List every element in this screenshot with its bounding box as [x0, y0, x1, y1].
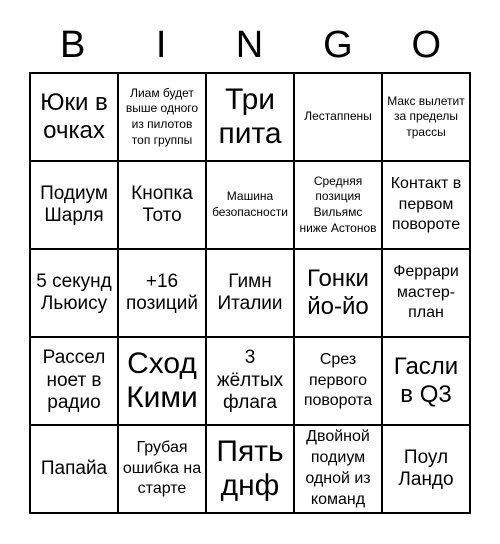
bingo-cell-o1[interactable]: Макс вылетит за пределы трассы [382, 73, 470, 161]
bingo-cell-g1[interactable]: Лестаппены [294, 73, 382, 161]
bingo-cell-n3[interactable]: Гимн Италии [206, 249, 294, 337]
bingo-cell-i5[interactable]: Грубая ошибка на старте [118, 425, 206, 513]
bingo-cell-g4[interactable]: Срез первого поворота [294, 337, 382, 425]
bingo-cell-o2[interactable]: Контакт в первом повороте [382, 161, 470, 249]
bingo-cell-i1[interactable]: Лиам будет выше одного из пилотов топ группы [118, 73, 206, 161]
bingo-cell-g3[interactable]: Гонки йо-йо [294, 249, 382, 337]
bingo-cell-b3[interactable]: 5 секунд Льюису [30, 249, 118, 337]
header-letter-o: O [411, 24, 443, 66]
bingo-cell-o5[interactable]: Поул Ландо [382, 425, 470, 513]
bingo-cell-o3[interactable]: Феррари мастер-план [382, 249, 470, 337]
bingo-header [29, 18, 471, 72]
bingo-grid [29, 72, 471, 514]
bingo-cell-b2[interactable]: Подиум Шарля [30, 161, 118, 249]
bingo-cell-i3[interactable]: +16 позиций [118, 249, 206, 337]
bingo-cell-i2[interactable]: Кнопка Тото [118, 161, 206, 249]
header-letter-i: I [155, 24, 168, 66]
bingo-cell-n1[interactable]: Три пита [206, 73, 294, 161]
bingo-cell-n5[interactable]: Пять днф [206, 425, 294, 513]
bingo-cell-b4[interactable]: Рассел ноет в радио [30, 337, 118, 425]
header-letter-b: B [60, 24, 87, 66]
bingo-cell-b5[interactable]: Папайа [30, 425, 118, 513]
bingo-cell-o4[interactable]: Гасли в Q3 [382, 337, 470, 425]
bingo-cell-g2[interactable]: Средняя позиция Вильямс ниже Астонов [294, 161, 382, 249]
bingo-cell-i4[interactable]: Сход Кими [118, 337, 206, 425]
bingo-cell-g5[interactable]: Двойной подиум одной из команд [294, 425, 382, 513]
bingo-cell-b1[interactable]: Юки в очках [30, 73, 118, 161]
bingo-cell-n2[interactable]: Машина безопасности [206, 161, 294, 249]
header-letter-g: G [323, 24, 354, 66]
header-letter-n: N [235, 24, 265, 66]
bingo-cell-n4[interactable]: 3 жёлтых флага [206, 337, 294, 425]
